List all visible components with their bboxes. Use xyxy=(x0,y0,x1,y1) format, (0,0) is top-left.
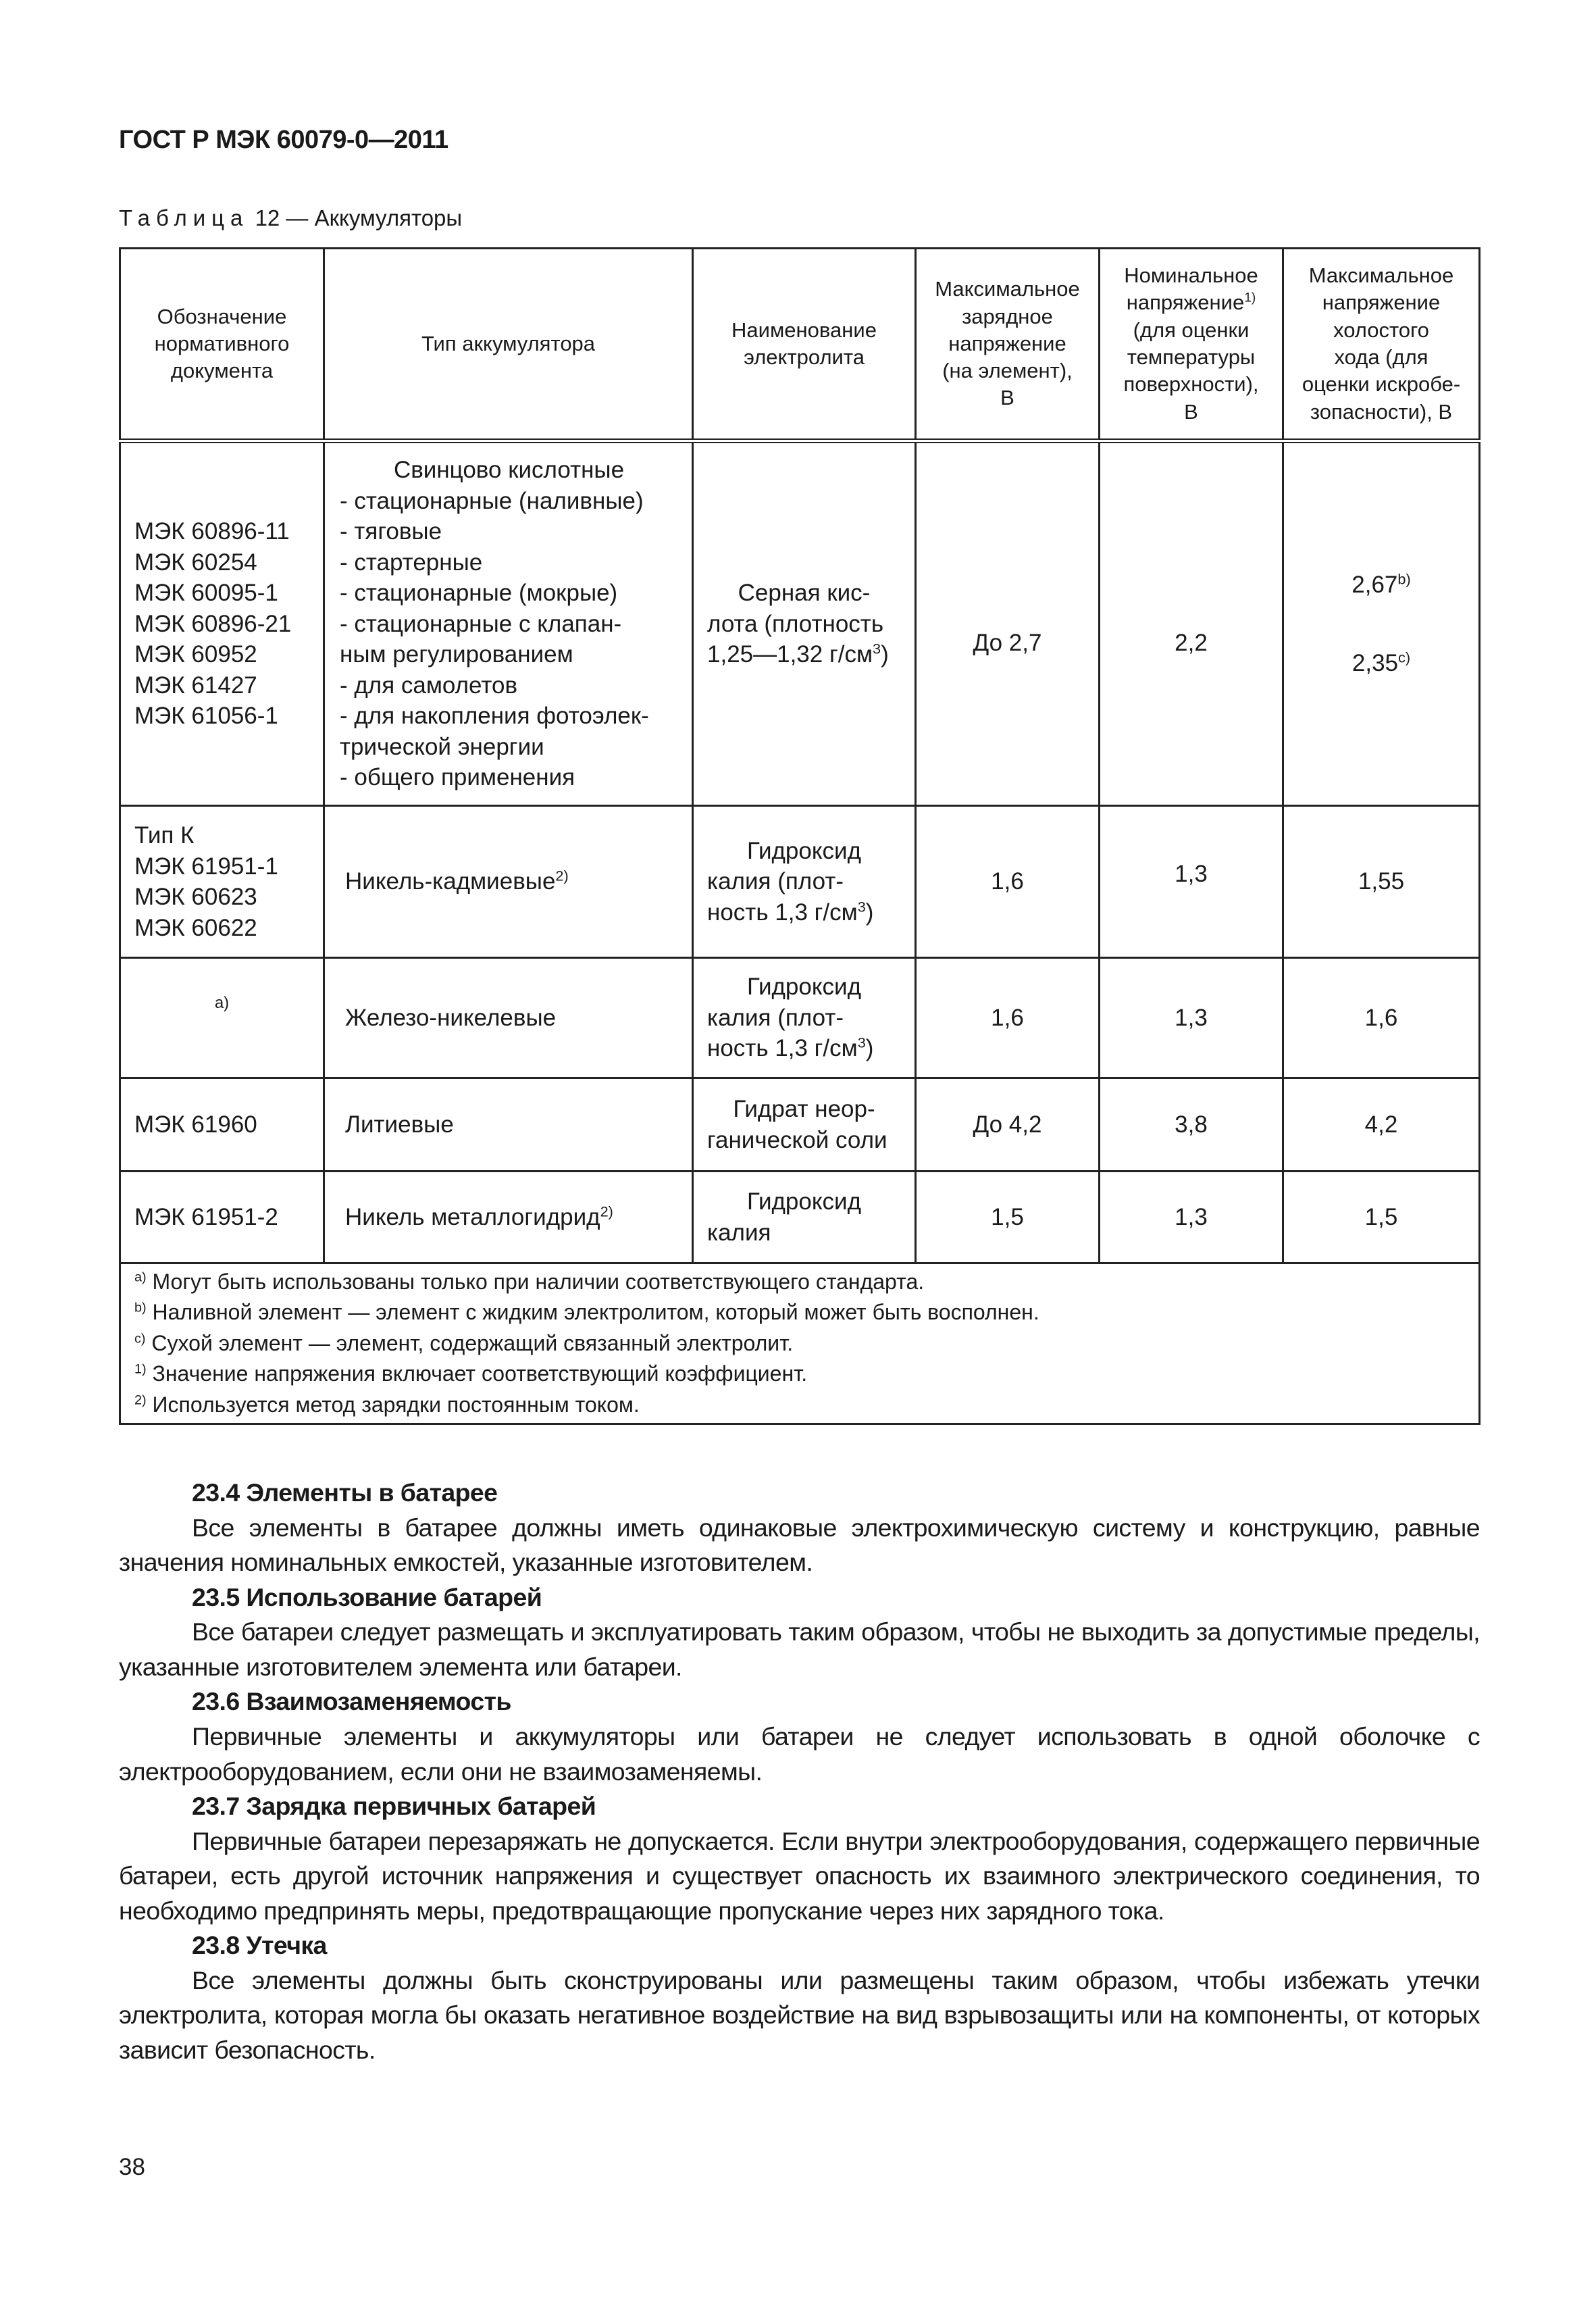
table-note: $^{1)}$ Значение напряжения включает соответствующий коэффициент. xyxy=(134,1361,808,1386)
table-row xyxy=(120,1172,1480,1263)
cell-documents: МЭК 61960 xyxy=(120,1078,324,1172)
table-notes xyxy=(120,1263,1480,1424)
header-document: Обозначение нормативного документа xyxy=(120,249,324,441)
cell-battery-type: Никель-кадмиевые$^{2)}$ xyxy=(324,806,693,958)
cell-electrolyte: Гидроксид калия (плот- ность 1,3 $г/см^3$) xyxy=(693,958,916,1078)
batteries-table xyxy=(119,247,1481,1425)
cell-electrolyte: Серная кис- лота (плотность 1,25—1,32 $г/см^3$) xyxy=(693,441,916,806)
footnote-mark: а) xyxy=(214,994,230,1012)
cell-open-circuit-voltage: 4,2 xyxy=(1283,1078,1480,1172)
cell-nominal-voltage: 3,8 xyxy=(1100,1078,1283,1172)
table-row xyxy=(120,806,1480,958)
cell-open-circuit-voltage: 1,6 xyxy=(1283,958,1480,1078)
cell-max-charge-voltage: 1,6 xyxy=(916,806,1100,958)
header-nominal-voltage: Номинальное напряжение$^{1)}$ (для оценки температуры поверхности), В xyxy=(1100,249,1283,441)
cell-documents: МЭК 60896-11 МЭК 60254 МЭК 60095-1 МЭК 60896-21 МЭК 60952 МЭК 61427 МЭК 61056-1 xyxy=(120,441,324,806)
table-row xyxy=(120,958,1480,1078)
section-heading: 23.7 Зарядка первичных батарей xyxy=(192,1792,596,1821)
header-open-circuit-voltage: Максимальное напряжение холостого хода (для оценки искробе- зопасности), В xyxy=(1283,249,1480,441)
cell-electrolyte: Гидроксид калия xyxy=(693,1172,916,1263)
cell-open-circuit-voltage: 1,5 xyxy=(1283,1172,1480,1263)
cell-open-circuit-voltage: 1,55 xyxy=(1283,806,1480,958)
cell-nominal-voltage: 1,3 xyxy=(1100,958,1283,1078)
cell-battery-type: Никель металлогидрид$^{2)}$ xyxy=(324,1172,693,1263)
section-paragraph: Все батареи следует размещать и эксплуатировать таким образом, чтобы не выходить за допустимые пределы, указанные изготовителем элемента или батареи. xyxy=(119,1617,1480,1681)
table-note: $^{c)}$ Сухой элемент — элемент, содержащий связанный электролит. xyxy=(134,1330,794,1355)
header-max-charge-voltage: Максимальное зарядное напряжение (на элемент), В xyxy=(916,249,1100,441)
section-heading: 23.8 Утечка xyxy=(192,1931,327,1960)
table-row xyxy=(120,441,1480,806)
section-paragraph: Все элементы в батарее должны иметь одинаковые электрохимическую систему и конструкцию, равные значения номинальных емкостей, указанные изготовителем. xyxy=(119,1513,1480,1577)
table-header-row xyxy=(120,249,1480,441)
cell-max-charge-voltage: 1,5 xyxy=(916,1172,1100,1263)
cell-max-charge-voltage: 1,6 xyxy=(916,958,1100,1078)
cell-documents: МЭК 61951-2 xyxy=(120,1172,324,1263)
cell-electrolyte: Гидроксид калия (плот- ность 1,3 $г/см^3$) xyxy=(693,806,916,958)
table-note: $^{а)}$ Могут быть использованы только при наличии соответствующего стандарта. xyxy=(134,1269,925,1294)
cell-battery-type: Свинцово кислотные - стационарные (наливные) - тяговые - стартерные - стационарные (мокрые) - стационарные с клапан- ным регулированием - для самолетов - для накопления фотоэлек- трической энергии - общего применения xyxy=(324,441,693,806)
cell-documents: Тип К МЭК 61951-1 МЭК 60623 МЭК 60622 xyxy=(120,806,324,958)
cell-nominal-voltage: 1,3 xyxy=(1100,1172,1283,1263)
cell-max-charge-voltage: До 2,7 xyxy=(916,441,1100,806)
document-code: ГОСТ Р МЭК 60079-0—2011 xyxy=(119,126,448,154)
cell-nominal-voltage: 2,2 xyxy=(1100,441,1283,806)
table-note: $^{b)}$ Наливной элемент — элемент с жидким электролитом, который может быть восполнен. xyxy=(134,1300,1039,1325)
footnote-mark: 1) xyxy=(1244,291,1256,306)
cell-open-circuit-voltage: 2,67$^{b)}$ 2,35$^{c)}$ xyxy=(1283,441,1480,806)
header-electrolyte: Наименование электролита xyxy=(693,249,916,441)
table-caption-title: 12 — Аккумуляторы xyxy=(255,205,463,230)
page-number: 38 xyxy=(119,2154,145,2180)
cell-max-charge-voltage: До 4,2 xyxy=(916,1078,1100,1172)
header-battery-type: Тип аккумулятора xyxy=(324,249,693,441)
table-notes-row xyxy=(120,1263,1480,1424)
section-paragraph: Все элементы должны быть сконструированы или размещены таким образом, чтобы избежать утечки электролита, которая могла бы оказать негативное воздействие на вид взрывозащиты или на компоненты, от которых зависит безопасность. xyxy=(119,1965,1480,2064)
section-heading: 23.5 Использование батарей xyxy=(192,1582,542,1611)
cell-battery-type: Литиевые xyxy=(324,1078,693,1172)
table-row xyxy=(120,1078,1480,1172)
section-paragraph: Первичные элементы и аккумуляторы или батареи не следует использовать в одной оболочке с электрооборудованием, если они не взаимозаменяемы. xyxy=(119,1721,1480,1786)
table-caption-prefix: Таблица xyxy=(119,205,249,230)
cell-electrolyte: Гидрат неор- ганической соли xyxy=(693,1078,916,1172)
cell-documents xyxy=(120,958,324,1078)
section-heading: 23.6 Взаимозаменяемость xyxy=(192,1687,511,1716)
body-text xyxy=(119,1476,1480,2068)
cell-battery-type: Железо-никелевые xyxy=(324,958,693,1078)
table-caption xyxy=(119,205,462,231)
cell-nominal-voltage: 1,3 xyxy=(1100,806,1283,958)
section-paragraph: Первичные батареи перезаряжать не допускается. Если внутри электрооборудования, содержащего первичные батареи, есть другой источник напряжения и существует опасность их взаимного электрического соединения, то необходимо предпринять меры, предотвращающие пропускание через них зарядного тока. xyxy=(119,1826,1480,1925)
section-heading: 23.4 Элементы в батарее xyxy=(192,1478,498,1507)
table-note: $^{2)}$ Используется метод зарядки постоянным током. xyxy=(134,1392,640,1417)
